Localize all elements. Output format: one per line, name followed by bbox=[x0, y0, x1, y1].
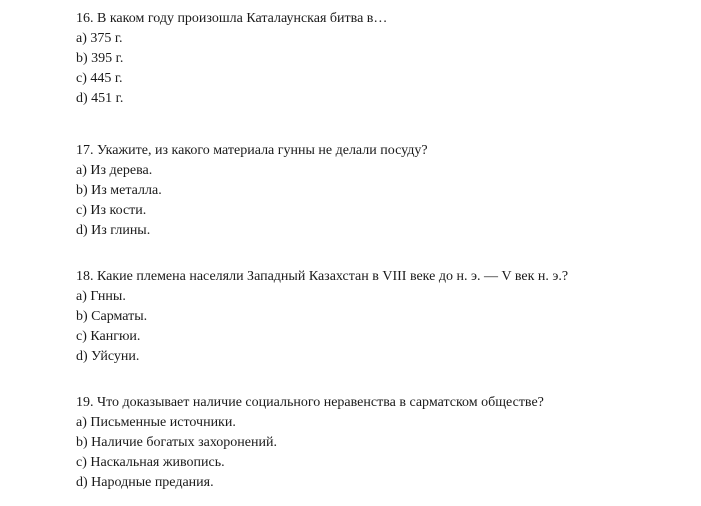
answer-option-c: c) 445 г. bbox=[76, 71, 123, 86]
answer-option-c: c) Кангюи. bbox=[76, 329, 141, 344]
question-title: 19. Что доказывает наличие социального неравенства в сарматском обществе? bbox=[76, 395, 544, 410]
answer-option-b: b) 395 г. bbox=[76, 51, 124, 66]
question-title: 18. Какие племена населяли Западный Казахстан в VIII веке до н. э. — V век н. э.? bbox=[76, 269, 569, 284]
answer-option-a: a) Письменные источники. bbox=[76, 415, 236, 430]
answer-option-d: d) Уйсуни. bbox=[76, 349, 140, 364]
question-18 bbox=[76, 267, 568, 367]
answer-option-a: a) Из дерева. bbox=[76, 163, 153, 178]
answer-options bbox=[76, 29, 387, 109]
answer-option-d: d) Из глины. bbox=[76, 223, 151, 238]
answer-option-b: b) Наличие богатых захоронений. bbox=[76, 435, 277, 450]
question-title: 16. В каком году произошла Каталаунская битва в… bbox=[76, 11, 388, 26]
answer-options bbox=[76, 161, 428, 241]
answer-option-b: b) Из металла. bbox=[76, 183, 162, 198]
answer-options bbox=[76, 287, 568, 367]
answer-option-c: c) Наскальная живопись. bbox=[76, 455, 225, 470]
answer-option-a: a) 375 г. bbox=[76, 31, 123, 46]
answer-option-a: a) Гнны. bbox=[76, 289, 126, 304]
question-title: 17. Укажите, из какого материала гунны не делали посуду? bbox=[76, 143, 428, 158]
answer-option-d: d) 451 г. bbox=[76, 91, 124, 106]
answer-option-c: c) Из кости. bbox=[76, 203, 147, 218]
question-17 bbox=[76, 141, 428, 241]
answer-option-b: b) Сарматы. bbox=[76, 309, 148, 324]
question-16 bbox=[76, 9, 387, 109]
answer-options bbox=[76, 413, 544, 493]
answer-option-d: d) Народные предания. bbox=[76, 475, 214, 490]
question-19 bbox=[76, 393, 544, 493]
